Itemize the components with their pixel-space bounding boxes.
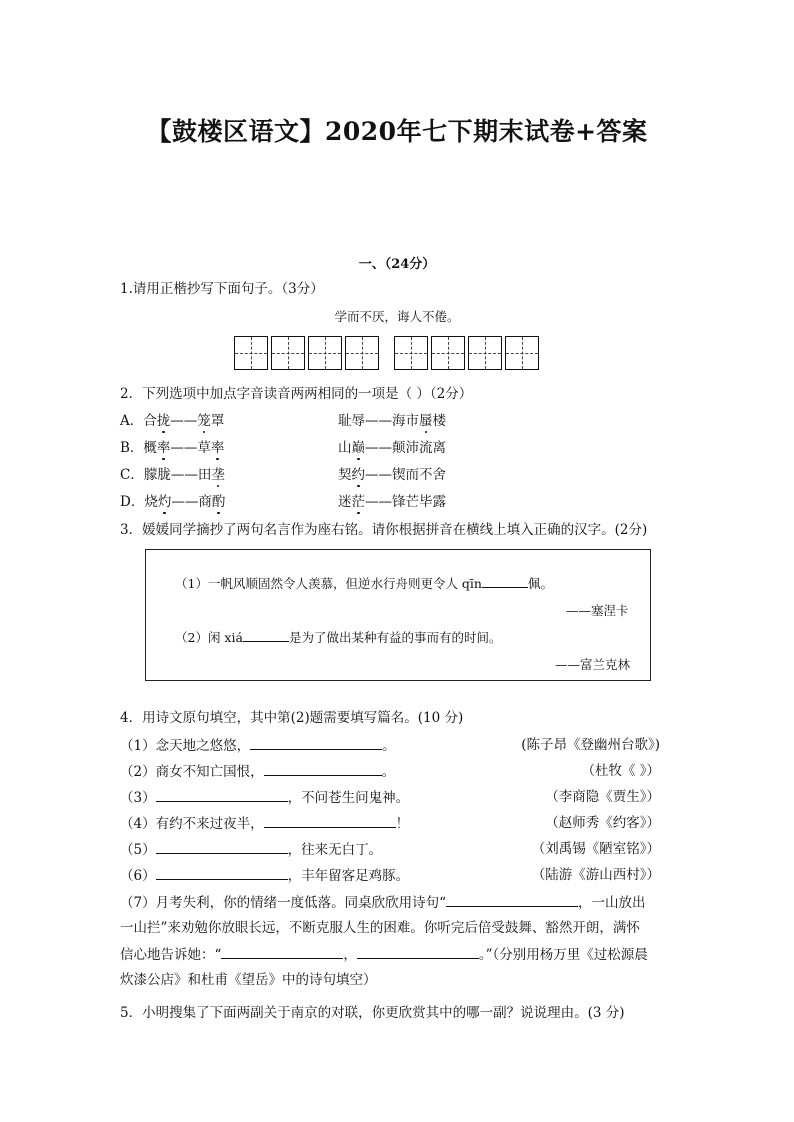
option-b-right bbox=[338, 439, 446, 457]
quote-author-2: ——富兰克林 bbox=[555, 657, 631, 672]
option-label: C． bbox=[120, 467, 144, 483]
poem-text: ， bbox=[343, 947, 357, 963]
poem-text: （2）商女不知亡国恨， bbox=[120, 764, 264, 780]
dotted-char: 巅 bbox=[351, 440, 365, 456]
option-text: 山 bbox=[338, 440, 352, 456]
grid-cell bbox=[394, 336, 428, 370]
fill-blank[interactable] bbox=[446, 893, 578, 907]
option-d-left bbox=[120, 493, 225, 511]
poem-text: ，丰年留客足鸡豚。 bbox=[287, 868, 410, 884]
grid-cell bbox=[345, 336, 379, 370]
option-c-right bbox=[338, 466, 446, 484]
poem-text: ！ bbox=[395, 816, 410, 832]
option-a-left bbox=[120, 412, 224, 430]
question-2-stem: 2．下列选项中加点字音读音两两相同的一项是（ ）（2分） bbox=[120, 386, 473, 402]
option-label: D． bbox=[120, 494, 145, 510]
option-text: 迷 bbox=[338, 494, 352, 510]
fill-blank[interactable] bbox=[482, 574, 528, 588]
dotted-char: 约 bbox=[351, 467, 365, 483]
question-4-stem: 4．用诗文原句填空，其中第(2)题需要填写篇名。(10 分) bbox=[120, 710, 464, 726]
dotted-char: 灼 bbox=[157, 494, 172, 510]
poem-source-1: (陈子昂《登幽州台歌》) bbox=[521, 737, 660, 753]
fill-blank[interactable] bbox=[264, 762, 382, 776]
option-c-left bbox=[120, 466, 225, 484]
option-text: ——颠沛流离 bbox=[365, 440, 446, 456]
question-1-stem: 1.请用正楷抄写下面句子。（3分） bbox=[120, 281, 324, 297]
poem-text: ，不问苍生问鬼神。 bbox=[287, 790, 410, 806]
poem-item-7-line-4: 炊漆公店》和杜甫《望岳》中的诗句填空） bbox=[120, 972, 377, 988]
poem-source-4: （赵师秀《约客》） bbox=[545, 815, 660, 831]
dotted-char: 拢 bbox=[156, 413, 171, 429]
option-text: 合 bbox=[143, 413, 157, 429]
poem-source-6: （陆游《游山西村》） bbox=[531, 867, 660, 883]
option-text: 烧 bbox=[144, 494, 158, 510]
poem-text: （5） bbox=[120, 842, 156, 858]
poem-text: （7）月考失利，你的情绪一度低落。同桌欣欣用诗句“ bbox=[120, 895, 446, 911]
question-5-stem: 5．小明搜集了下面两副关于南京的对联，你更欣赏其中的哪一副？说说理由。(3 分) bbox=[120, 1005, 625, 1021]
option-b-left bbox=[120, 439, 224, 457]
grid-cell bbox=[234, 336, 268, 370]
fill-blank[interactable] bbox=[243, 628, 289, 642]
option-text: 朦胧——田 bbox=[143, 467, 212, 483]
poem-text: 。 bbox=[381, 764, 396, 780]
option-text: ——锋芒毕露 bbox=[365, 494, 446, 510]
poem-text: ，一山放出 bbox=[578, 895, 646, 911]
fill-blank[interactable] bbox=[156, 866, 288, 880]
option-d-right bbox=[338, 493, 446, 511]
fill-blank[interactable] bbox=[264, 814, 396, 828]
option-text: 罩 bbox=[210, 413, 225, 429]
poem-text: （6） bbox=[120, 868, 156, 884]
poem-text: 。 bbox=[382, 738, 396, 754]
poem-item-3 bbox=[120, 788, 409, 807]
poem-item-2 bbox=[120, 762, 395, 781]
fill-blank[interactable] bbox=[357, 945, 479, 959]
dotted-char: 酌 bbox=[211, 494, 226, 510]
option-text: ——草 bbox=[170, 440, 211, 456]
fill-blank[interactable] bbox=[221, 945, 343, 959]
poem-source-3: （李商隐《贾生》） bbox=[545, 789, 660, 805]
question-1-sentence: 学而不厌，诲人不倦。 bbox=[334, 309, 460, 324]
quote-line-2 bbox=[175, 628, 501, 646]
fill-blank[interactable] bbox=[250, 736, 382, 750]
poem-text: ，往来无白丁。 bbox=[287, 842, 383, 858]
poem-item-7-line-1 bbox=[120, 893, 646, 912]
question-3-stem: 3．媛媛同学摘抄了两句名言作为座右铭。请你根据拼音在横线上填入正确的汉字。(2分) bbox=[120, 522, 648, 538]
dotted-char: 垄 bbox=[211, 467, 225, 483]
fill-blank[interactable] bbox=[156, 788, 288, 802]
poem-item-7-line-2: 一山拦”来劝勉你放眼长远，不断克服人生的困难。你听完后倍受鼓舞、豁然开朗，满怀 bbox=[120, 920, 640, 936]
poem-text: （4）有约不来过夜半， bbox=[120, 816, 264, 832]
option-text: —— bbox=[170, 413, 198, 429]
document-title: 【鼓楼区语文】2020年七下期末试卷+答案 bbox=[146, 117, 648, 146]
poem-item-4 bbox=[120, 814, 409, 833]
poem-text: 信心地告诉她：“ bbox=[120, 947, 222, 963]
option-text: 契 bbox=[338, 467, 352, 483]
fill-blank[interactable] bbox=[156, 840, 288, 854]
grid-cell bbox=[308, 336, 342, 370]
grid-cell bbox=[468, 336, 502, 370]
section-heading: 一、（24分） bbox=[358, 257, 436, 272]
grid-cell bbox=[505, 336, 539, 370]
poem-text: （3） bbox=[120, 790, 156, 806]
option-text: 概 bbox=[143, 440, 157, 456]
poem-item-1 bbox=[120, 736, 396, 755]
writing-grid bbox=[234, 336, 542, 370]
dotted-char: 率 bbox=[156, 440, 171, 456]
quote-line-1 bbox=[175, 574, 553, 592]
dotted-char: 率 bbox=[210, 440, 225, 456]
quote-text: 是为了做出某种有益的事而有的时间。 bbox=[288, 630, 502, 645]
option-text: 楼 bbox=[432, 413, 446, 429]
dotted-char: 蜃 bbox=[419, 413, 433, 429]
poem-item-7-line-3 bbox=[120, 945, 648, 964]
option-label: B． bbox=[120, 440, 144, 456]
dotted-char: 茫 bbox=[351, 494, 365, 510]
option-text: ——锲而不舍 bbox=[365, 467, 446, 483]
quote-text: 佩。 bbox=[527, 576, 553, 591]
poem-item-5 bbox=[120, 840, 382, 859]
poem-item-6 bbox=[120, 866, 409, 885]
poem-source-5: （刘禹锡《陋室铭》） bbox=[531, 841, 660, 857]
poem-text: （1）念天地之悠悠， bbox=[120, 738, 251, 754]
option-label: A． bbox=[120, 413, 144, 429]
quote-text: （1）一帆风顺固然令人羡慕，但逆水行舟则更令人 qīn bbox=[175, 576, 482, 591]
grid-cell bbox=[271, 336, 305, 370]
dotted-char: 笼 bbox=[197, 413, 211, 429]
grid-cell bbox=[431, 336, 465, 370]
poem-text: 。”（分别用杨万里《过松源晨 bbox=[478, 947, 648, 963]
quote-text: （2）闲 xiá bbox=[175, 630, 243, 645]
option-text: ——商 bbox=[171, 494, 212, 510]
option-text: 耻辱——海市 bbox=[338, 413, 419, 429]
quote-author-1: ——塞涅卡 bbox=[566, 603, 629, 618]
poem-source-2: （杜牧《 》） bbox=[581, 763, 660, 779]
option-a-right bbox=[338, 412, 446, 430]
